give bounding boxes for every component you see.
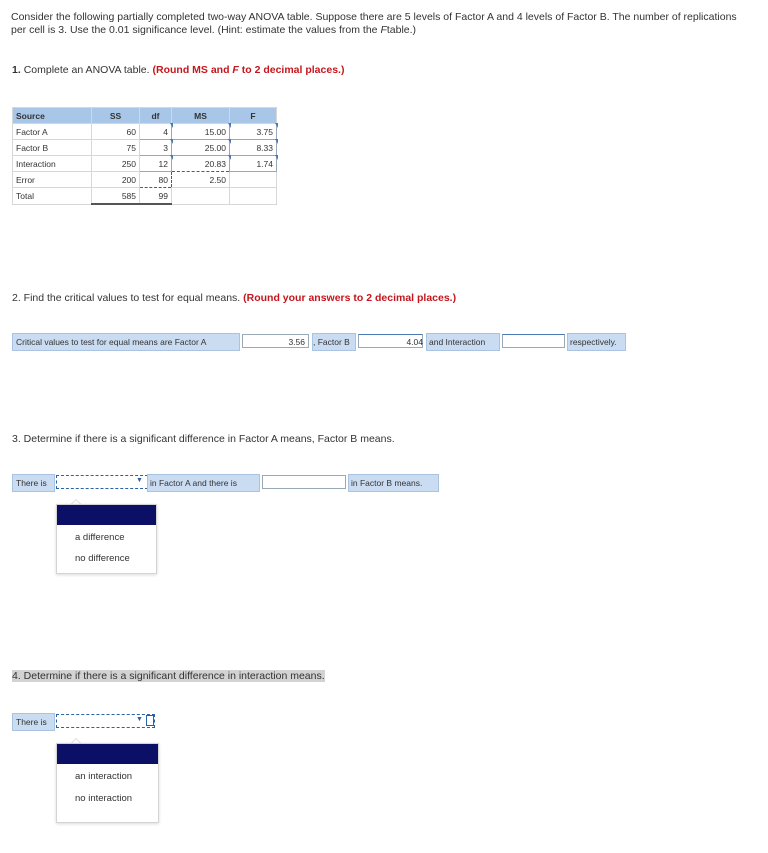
factor-b-end-label: in Factor B means. — [351, 478, 423, 488]
factor-b-difference-select[interactable] — [262, 475, 346, 489]
factor-b-label-bar — [312, 333, 356, 351]
select-handle[interactable] — [146, 715, 154, 726]
option-no-interaction[interactable]: no interaction — [75, 793, 133, 804]
row-source: Factor A — [13, 124, 92, 140]
critical-values-label-bar — [12, 333, 240, 351]
ss-total-value: 585 — [92, 188, 140, 205]
ss-value: 200 — [92, 172, 140, 188]
problem-statement: Consider the following partially completed two-way ANOVA table. Suppose there are 5 levels of Factor A and 4 levels of Factor B. The number of replications per cell is 3. Use the 0.01 significance level. (Hint: estimate the values from the Ftable.) — [11, 11, 737, 36]
factor-a-critical-input[interactable]: 3.56 — [242, 334, 309, 348]
option-a-difference[interactable]: a difference — [75, 532, 125, 543]
factor-b-label: , Factor B — [313, 337, 350, 347]
question-2-hint: (Round your answers to 2 decimal places.) — [243, 292, 457, 304]
there-is-label-q4: There is — [16, 717, 47, 727]
factor-a-difference-select[interactable] — [56, 475, 148, 489]
anova-row-interaction — [13, 156, 277, 172]
ss-value: 60 — [92, 124, 140, 140]
anova-row-error — [13, 172, 277, 188]
factor-a-mid-label: in Factor A and there is — [150, 478, 237, 488]
row-source: Factor B — [13, 140, 92, 156]
f-empty — [230, 188, 277, 205]
question-2-title: 2. Find the critical values to test for equal means. (Round your answers to 2 decimal places.) — [12, 292, 457, 304]
header-source: Source — [13, 108, 92, 124]
question-1-hint: (Round MS and F to 2 decimal places.) — [152, 64, 345, 76]
anova-row-factor-b — [13, 140, 277, 156]
respectively-label-bar — [567, 333, 626, 351]
row-source: Error — [13, 172, 92, 188]
question-3-title: 3. Determine if there is a significant difference in Factor A means, Factor B means. — [12, 433, 395, 445]
df-input[interactable]: 12 — [140, 156, 172, 172]
df-total-input[interactable]: 99 — [140, 188, 172, 205]
chevron-down-icon[interactable]: ▼ — [136, 477, 143, 484]
ms-input[interactable]: 20.83 — [172, 156, 230, 172]
header-ss: SS — [92, 108, 140, 124]
ms-empty — [172, 188, 230, 205]
there-is-label-bar — [12, 474, 55, 492]
critical-values-label: Critical values to test for equal means are Factor A — [16, 337, 207, 347]
dropdown-header-q4 — [57, 744, 158, 764]
header-df: df — [140, 108, 172, 124]
factor-b-critical-value: 4.04 — [406, 337, 423, 347]
anova-row-total — [13, 188, 277, 205]
option-no-difference[interactable]: no difference — [75, 553, 130, 564]
anova-header-row — [13, 108, 277, 124]
interaction-label-bar — [426, 333, 500, 351]
f-empty — [230, 172, 277, 188]
f-input[interactable]: 8.33 — [230, 140, 277, 156]
respectively-label: respectively. — [570, 337, 617, 347]
question-1-title: 1. Complete an ANOVA table. (Round MS and F to 2 decimal places.) — [12, 64, 345, 76]
df-input[interactable]: 80 — [140, 172, 172, 188]
f-input[interactable]: 3.75 — [230, 124, 277, 140]
f-input[interactable]: 1.74 — [230, 156, 277, 172]
df-input[interactable]: 3 — [140, 140, 172, 156]
row-source: Interaction — [13, 156, 92, 172]
there-is-label: There is — [16, 478, 47, 488]
there-is-label-bar-q4 — [12, 713, 55, 731]
ms-input[interactable]: 15.00 — [172, 124, 230, 140]
chevron-down-icon[interactable]: ▼ — [136, 716, 143, 723]
ms-input[interactable]: 25.00 — [172, 140, 230, 156]
factor-b-end-label-bar — [348, 474, 439, 492]
factor-a-mid-label-bar — [147, 474, 260, 492]
ss-value: 75 — [92, 140, 140, 156]
anova-table — [12, 107, 277, 205]
interaction-label: and Interaction — [429, 337, 486, 347]
interaction-critical-input[interactable] — [502, 334, 565, 348]
header-ms: MS — [172, 108, 230, 124]
ms-input[interactable]: 2.50 — [172, 172, 230, 188]
question-4-text: 4. Determine if there is a significant difference in interaction means. — [12, 670, 325, 682]
df-input[interactable]: 4 — [140, 124, 172, 140]
interaction-dropdown-menu — [56, 743, 159, 823]
question-4-title — [12, 670, 325, 682]
header-f: F — [230, 108, 277, 124]
dropdown-header — [57, 505, 156, 525]
ss-value: 250 — [92, 156, 140, 172]
difference-dropdown-menu — [56, 504, 157, 574]
anova-row-factor-a — [13, 124, 277, 140]
option-an-interaction[interactable]: an interaction — [75, 771, 133, 782]
row-source: Total — [13, 188, 92, 205]
